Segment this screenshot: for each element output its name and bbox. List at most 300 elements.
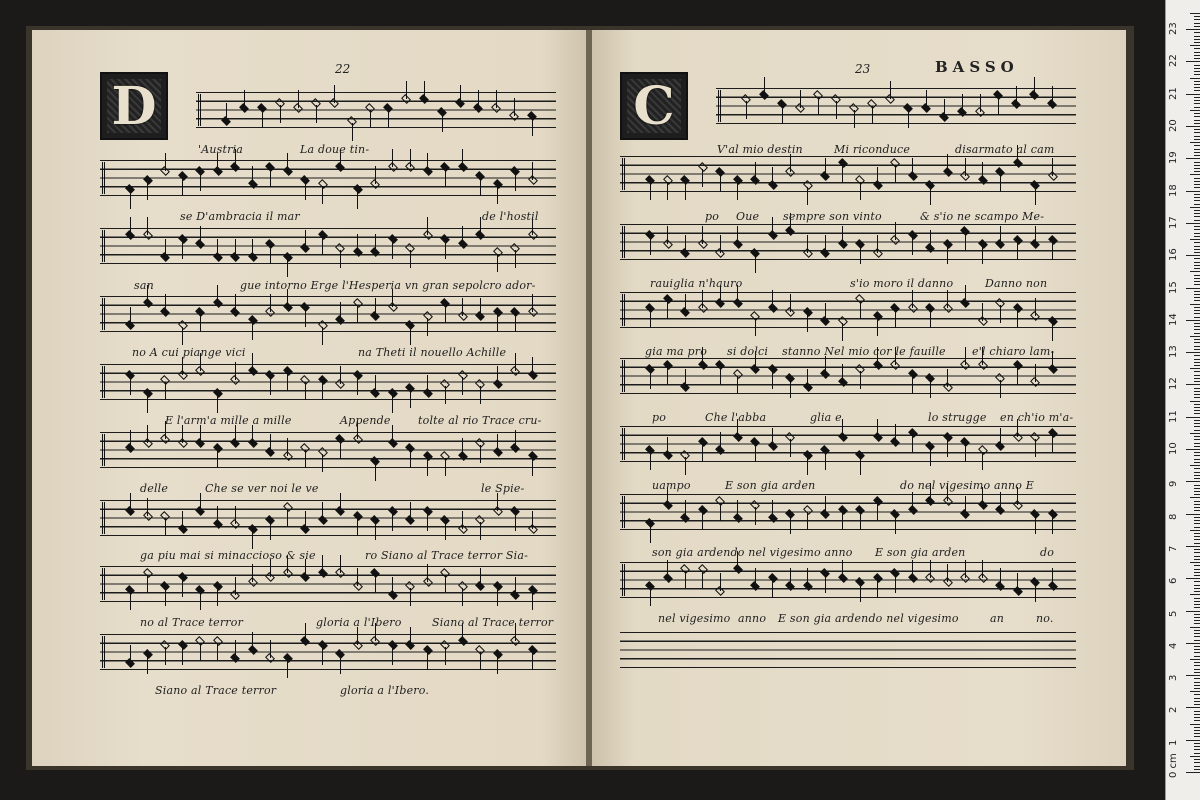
ruler-tick (1194, 462, 1200, 463)
ruler-tick (1194, 404, 1200, 405)
note-stem (1052, 435, 1053, 453)
note-stem (410, 327, 411, 345)
ruler-tick (1194, 275, 1200, 276)
note-stem (480, 568, 481, 586)
note-stem (316, 105, 317, 123)
note-stem (842, 419, 843, 437)
note-stem (947, 439, 948, 457)
music-staff (620, 494, 1076, 530)
note-stem (460, 85, 461, 103)
note-stem (772, 217, 773, 235)
ruler-tick (1186, 417, 1200, 418)
note-stem (1035, 516, 1036, 534)
lyric-segment: no al Trace terror (140, 616, 244, 629)
note-stem (965, 444, 966, 462)
ruler-tick (1194, 165, 1200, 166)
note-stem (755, 507, 756, 525)
ruler-tick (1194, 307, 1200, 308)
music-staff (100, 566, 556, 602)
note-stem (280, 105, 281, 123)
clef-icon (102, 230, 119, 262)
ruler-tick (1194, 688, 1200, 689)
note-stem (514, 98, 515, 116)
note-stem (370, 110, 371, 128)
note-stem (462, 298, 463, 316)
ruler-tick (1194, 81, 1200, 82)
note-stem (947, 369, 948, 387)
note-stem (270, 434, 271, 452)
ruler-tick (1190, 271, 1200, 272)
note-stem (842, 512, 843, 530)
note-stem (244, 90, 245, 108)
decorated-initial-c (620, 72, 688, 140)
ruler-tick (1194, 252, 1200, 253)
note-stem (667, 560, 668, 578)
note-stem (515, 353, 516, 371)
ruler-tick (1194, 420, 1200, 421)
ruler-tick (1194, 210, 1200, 211)
note-stem (772, 580, 773, 598)
note-stem (200, 173, 201, 191)
note-stem (982, 246, 983, 264)
note-stem (912, 158, 913, 176)
ruler-tick (1194, 711, 1200, 712)
note-stem (497, 314, 498, 332)
ruler-tick (1194, 523, 1200, 524)
note-stem (252, 322, 253, 340)
note-stem (755, 444, 756, 462)
note-stem (807, 369, 808, 387)
ruler-tick (1194, 727, 1200, 728)
lyric-segment: de l'hostil (482, 210, 539, 223)
ruler-tick (1194, 665, 1200, 666)
note-stem (755, 255, 756, 273)
ruler-tick (1194, 55, 1200, 56)
music-staff (620, 426, 1076, 462)
music-staff (100, 500, 556, 536)
ruler-tick (1194, 633, 1200, 634)
ruler-tick (1190, 627, 1200, 628)
ruler-tick (1194, 265, 1200, 266)
note-stem (790, 439, 791, 457)
ruler-tick (1186, 223, 1200, 224)
note-stem (427, 513, 428, 531)
note-stem (532, 357, 533, 375)
note-stem (1000, 226, 1001, 244)
note-stem (982, 303, 983, 321)
note-stem (270, 294, 271, 312)
ruler-tick (1190, 368, 1200, 369)
note-stem (165, 382, 166, 400)
note-stem (217, 450, 218, 468)
note-stem (807, 235, 808, 253)
note-stem (702, 571, 703, 589)
note-stem (860, 584, 861, 602)
note-stem (340, 250, 341, 268)
ruler-tick (1194, 65, 1200, 66)
lyric-segment: no A cui piange vici (132, 346, 246, 359)
note-stem (772, 428, 773, 446)
ruler-tick (1194, 649, 1200, 650)
note-stem (650, 237, 651, 255)
note-stem (1017, 242, 1018, 260)
note-stem (515, 513, 516, 531)
staff-lines (196, 92, 556, 128)
note-stem (480, 522, 481, 540)
note-stem (287, 373, 288, 391)
note-stem (388, 110, 389, 128)
note-stem (790, 568, 791, 586)
ruler-tick (1194, 569, 1200, 570)
ruler-tick (1194, 204, 1200, 205)
ruler-tick (1194, 71, 1200, 72)
lyric-segment: gloria a l'Ibero. (340, 684, 430, 697)
ruler-tick (1194, 591, 1200, 592)
ruler-tick (1194, 455, 1200, 456)
ruler-tick (1194, 397, 1200, 398)
note-stem (352, 123, 353, 141)
note-stem (1000, 305, 1001, 323)
note-stem (217, 239, 218, 257)
ruler-tick (1194, 100, 1200, 101)
note-stem (1035, 584, 1036, 602)
note-stem (836, 101, 837, 119)
ruler-tick (1194, 685, 1200, 686)
note-stem (200, 425, 201, 443)
note-stem (807, 314, 808, 332)
note-stem (860, 457, 861, 475)
note-stem (357, 568, 358, 586)
ruler-tick (1194, 168, 1200, 169)
ruler-tick (1194, 617, 1200, 618)
note-stem (165, 518, 166, 536)
ruler-tick (1194, 139, 1200, 140)
note-stem (532, 118, 533, 136)
note-stem (877, 167, 878, 185)
note-stem (1000, 492, 1001, 510)
note-stem (818, 97, 819, 115)
note-stem (860, 301, 861, 319)
note-stem (842, 560, 843, 578)
ruler-tick (1186, 611, 1200, 612)
note-stem (462, 438, 463, 456)
note-stem (305, 623, 306, 641)
note-stem (445, 241, 446, 259)
note-stem (667, 226, 668, 244)
lyric-segment: Che l'abba (705, 411, 767, 424)
note-stem (410, 502, 411, 520)
ruler-tick (1194, 184, 1200, 185)
ruler-tick (1194, 762, 1200, 763)
note-stem (130, 493, 131, 511)
note-stem (1052, 323, 1053, 341)
note-stem (746, 101, 747, 119)
lyric-segment: delle (140, 482, 169, 495)
note-stem (375, 298, 376, 316)
note-stem (200, 592, 201, 610)
note-stem (912, 492, 913, 510)
ruler-tick (1194, 472, 1200, 473)
lyric-segment: se D'ambracia il mar (180, 210, 300, 223)
note-stem (720, 174, 721, 192)
note-stem (947, 154, 948, 172)
ruler-number: 12 (1168, 377, 1179, 391)
ruler-tick (1194, 730, 1200, 731)
ruler-tick (1194, 284, 1200, 285)
lyric-segment: ga piu mai si minaccioso & sie (140, 549, 316, 562)
lyric-segment: s'io moro il danno (850, 277, 954, 290)
note-stem (720, 503, 721, 521)
ruler-tick (1194, 430, 1200, 431)
note-stem (895, 310, 896, 328)
ruler-tick (1190, 594, 1200, 595)
note-stem (235, 362, 236, 380)
note-stem (147, 498, 148, 516)
note-stem (357, 377, 358, 395)
note-stem (445, 305, 446, 323)
ruler-tick (1194, 701, 1200, 702)
note-stem (334, 85, 335, 103)
ruler-tick (1194, 539, 1200, 540)
music-staff (100, 296, 556, 332)
note-stem (392, 149, 393, 167)
lyric-segment: V'al mio destin (717, 143, 803, 156)
ruler-tick (1194, 475, 1200, 476)
note-stem (392, 241, 393, 259)
note-stem (667, 367, 668, 385)
ruler-tick (1194, 736, 1200, 737)
ruler-tick (1194, 229, 1200, 230)
note-stem (445, 522, 446, 540)
note-stem (772, 290, 773, 308)
note-stem (497, 656, 498, 674)
ruler-tick (1194, 572, 1200, 573)
note-stem (287, 259, 288, 277)
lyric-segment: gia ma pro (645, 345, 708, 358)
note-stem (842, 226, 843, 244)
note-stem (720, 432, 721, 450)
music-staff (100, 364, 556, 400)
ruler-tick (1190, 756, 1200, 757)
ruler-tick (1186, 126, 1200, 127)
ruler-tick (1194, 39, 1200, 40)
note-stem (930, 310, 931, 328)
note-stem (650, 310, 651, 328)
ruler-tick (1194, 107, 1200, 108)
ruler-tick (1194, 527, 1200, 528)
note-stem (685, 457, 686, 475)
ruler-tick (1194, 123, 1200, 124)
ruler-tick (1194, 310, 1200, 311)
ruler-number: 10 (1168, 442, 1179, 455)
ruler-number: 3 (1168, 674, 1179, 682)
note-stem (720, 235, 721, 253)
note-stem (737, 500, 738, 518)
lyric-segment: Siano al Trace terror (432, 616, 554, 629)
note-stem (427, 318, 428, 336)
clef-icon (102, 502, 119, 534)
note-stem (737, 182, 738, 200)
ruler-tick (1194, 623, 1200, 624)
note-stem (235, 294, 236, 312)
note-stem (930, 187, 931, 205)
ruler-tick (1194, 52, 1200, 53)
note-stem (130, 191, 131, 209)
lyric-segment: en ch'io m'a- (1000, 411, 1074, 424)
note-stem (217, 395, 218, 413)
note-stem (895, 165, 896, 183)
lyric-segment: no. (1036, 612, 1054, 625)
note-stem (252, 239, 253, 257)
lyric-segment: po (705, 210, 720, 223)
ruler-tick (1194, 74, 1200, 75)
note-stem (305, 182, 306, 200)
note-stem (305, 559, 306, 577)
note-stem (1000, 568, 1001, 586)
note-stem (702, 444, 703, 462)
ruler-tick (1194, 485, 1200, 486)
note-stem (755, 318, 756, 336)
music-staff (620, 292, 1076, 328)
note-stem (226, 103, 227, 121)
note-stem (807, 512, 808, 530)
note-stem (685, 500, 686, 518)
ruler-number: 21 (1168, 86, 1179, 100)
ruler-number: 1 (1168, 739, 1179, 746)
note-stem (462, 149, 463, 167)
note-stem (982, 560, 983, 578)
note-stem (947, 290, 948, 308)
ruler-tick (1194, 672, 1200, 673)
ruler-tick (1194, 58, 1200, 59)
note-stem (982, 162, 983, 180)
decorated-initial-d (100, 72, 168, 140)
ruler-number: 20 (1168, 119, 1179, 132)
ruler-tick (1194, 517, 1200, 518)
ruler-tick (1194, 552, 1200, 553)
note-stem (287, 509, 288, 527)
note-stem (357, 627, 358, 645)
note-stem (392, 425, 393, 443)
note-stem (860, 246, 861, 264)
note-stem (392, 577, 393, 595)
ruler-tick (1194, 640, 1200, 641)
music-staff (100, 228, 556, 264)
note-stem (965, 347, 966, 365)
ruler-tick (1194, 669, 1200, 670)
ruler-tick (1194, 749, 1200, 750)
note-stem (912, 435, 913, 453)
note-stem (807, 568, 808, 586)
note-stem (200, 314, 201, 332)
ruler-tick (1190, 562, 1200, 563)
note-stem (445, 647, 446, 665)
note-stem (147, 217, 148, 235)
note-stem (825, 158, 826, 176)
note-stem (895, 222, 896, 240)
note-stem (235, 506, 236, 524)
ruler-tick (1190, 110, 1200, 111)
note-stem (287, 289, 288, 307)
note-stem (462, 588, 463, 606)
ruler-tick (1194, 226, 1200, 227)
note-stem (930, 560, 931, 578)
ruler-tick (1194, 359, 1200, 360)
lyric-segment: Mi riconduce (834, 143, 911, 156)
ruler-tick (1194, 162, 1200, 163)
ruler-tick (1190, 207, 1200, 208)
note-stem (532, 162, 533, 180)
note-stem (182, 178, 183, 196)
note-stem (130, 430, 131, 448)
note-stem (130, 592, 131, 610)
note-stem (1035, 298, 1036, 316)
ruler-tick (1194, 682, 1200, 683)
clef-icon (622, 294, 639, 326)
ruler-tick (1194, 604, 1200, 605)
note-stem (982, 452, 983, 470)
ruler-tick (1194, 216, 1200, 217)
note-stem (252, 531, 253, 549)
ruler-tick (1194, 410, 1200, 411)
note-stem (965, 560, 966, 578)
note-stem (825, 235, 826, 253)
ruler-tick (1190, 691, 1200, 692)
ruler-tick (1194, 323, 1200, 324)
ruler-tick (1194, 769, 1200, 770)
ruler-tick (1194, 652, 1200, 653)
note-stem (165, 647, 166, 665)
clef-icon (622, 158, 639, 190)
ruler-tick (1194, 200, 1200, 201)
note-stem (217, 153, 218, 171)
note-stem (252, 166, 253, 184)
ruler-tick (1194, 391, 1200, 392)
clef-icon (102, 162, 119, 194)
note-stem (1000, 428, 1001, 446)
page-number-left: 22 (335, 62, 351, 76)
ruler-tick (1186, 255, 1200, 256)
ruler-tick (1190, 530, 1200, 531)
note-stem (930, 448, 931, 466)
ruler-tick (1190, 336, 1200, 337)
ruler-number: 16 (1168, 248, 1179, 262)
note-stem (895, 516, 896, 534)
note-stem (357, 191, 358, 209)
ruler-number: 13 (1168, 345, 1179, 359)
ruler-tick (1194, 388, 1200, 389)
ruler-tick (1194, 178, 1200, 179)
ruler-tick (1194, 491, 1200, 492)
ruler-tick (1190, 465, 1200, 466)
note-stem (737, 376, 738, 394)
lyric-segment: gloria a l'Ibero (316, 616, 402, 629)
note-stem (860, 512, 861, 530)
ruler-tick (1194, 694, 1200, 695)
note-stem (497, 434, 498, 452)
ruler-number: 5 (1168, 610, 1179, 617)
staff-lines (620, 292, 1076, 328)
note-stem (877, 419, 878, 437)
ruler-tick (1194, 291, 1200, 292)
lyric-segment: Danno non (985, 277, 1048, 290)
note-stem (807, 457, 808, 475)
note-stem (200, 643, 201, 661)
ruler-number: 22 (1168, 54, 1179, 68)
note-stem (340, 656, 341, 674)
ruler-tick (1194, 766, 1200, 767)
ruler-tick (1194, 394, 1200, 395)
